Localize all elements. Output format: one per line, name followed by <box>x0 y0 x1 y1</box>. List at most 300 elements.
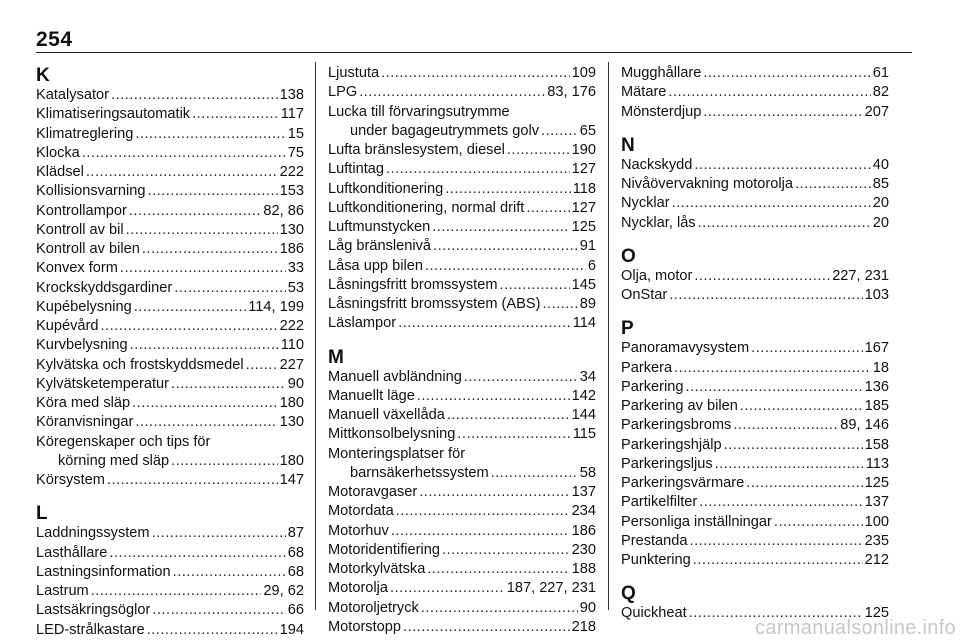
dot-leader <box>733 416 838 435</box>
index-entry[interactable] <box>36 563 304 582</box>
entry-page-ref[interactable]: 130 <box>279 414 304 431</box>
index-entry[interactable] <box>36 582 304 601</box>
dot-leader <box>390 579 505 598</box>
dot-leader <box>142 240 278 259</box>
index-entry[interactable] <box>36 202 304 221</box>
entry-page-ref[interactable]: 180 <box>279 395 304 411</box>
entry-page-ref[interactable]: 29, 62 <box>263 583 304 599</box>
entry-term: Luftintag <box>328 161 384 178</box>
entry-term: Kylvätsketemperatur <box>36 375 170 392</box>
dot-leader <box>724 436 863 455</box>
entry-page-ref[interactable]: 127 <box>571 199 596 216</box>
index-entry[interactable] <box>328 180 596 199</box>
entry-page-ref[interactable]: 167 <box>864 340 889 357</box>
index-column-1 <box>36 64 304 640</box>
dot-leader <box>491 464 578 483</box>
entry-page-ref[interactable]: 65 <box>579 122 596 139</box>
index-column-3 <box>621 64 889 624</box>
index-entry[interactable] <box>621 436 889 455</box>
entry-term: Klocka <box>36 144 80 161</box>
entry-term: Kontrollampor <box>36 202 127 219</box>
index-entry[interactable] <box>36 413 304 432</box>
entry-page-ref[interactable]: 230 <box>571 541 596 558</box>
index-entry-heading: Lucka till förvaringsutrymme <box>328 103 510 120</box>
dot-leader <box>173 563 286 582</box>
entry-term: Parkeringshjälp <box>621 436 722 453</box>
entry-term: Ljustuta <box>328 65 380 81</box>
entry-term: under bagageutrymmets golv <box>350 122 540 139</box>
index-entry[interactable] <box>621 493 889 512</box>
index-entry[interactable] <box>621 286 889 305</box>
index-entry[interactable] <box>328 141 596 160</box>
section-letter: Q <box>621 583 636 605</box>
index-entry[interactable] <box>328 425 596 444</box>
entry-page-ref[interactable]: 212 <box>864 552 889 568</box>
dot-leader <box>130 336 279 355</box>
entry-page-ref[interactable]: 153 <box>279 183 304 200</box>
index-entry[interactable] <box>621 339 889 358</box>
section-gap <box>621 305 889 317</box>
dot-leader <box>109 544 285 563</box>
index-entry[interactable] <box>328 560 596 579</box>
entry-term: Läslampor <box>328 315 397 332</box>
entry-page-ref[interactable]: 83, 176 <box>547 84 596 101</box>
section-letter: K <box>36 65 50 86</box>
dot-leader <box>174 279 285 298</box>
entry-term: LPG <box>328 84 358 101</box>
section-letter: M <box>328 346 344 368</box>
entry-term: Motoridentifiering <box>328 541 440 558</box>
entry-term: Köranvisningar <box>36 414 134 431</box>
dot-leader <box>685 378 862 397</box>
entry-page-ref[interactable]: 190 <box>571 142 596 158</box>
entry-page-ref[interactable]: 115 <box>572 426 596 443</box>
entry-page-ref[interactable]: 234 <box>571 503 596 520</box>
index-entry[interactable] <box>328 464 596 483</box>
dot-leader <box>507 141 570 160</box>
entry-page-ref[interactable]: 125 <box>571 219 596 235</box>
dot-leader <box>693 551 863 570</box>
entry-page-ref[interactable]: 90 <box>579 599 596 616</box>
entry-page-ref[interactable]: 186 <box>279 241 304 257</box>
entry-page-ref[interactable]: 89 <box>579 296 596 312</box>
index-entry[interactable] <box>36 279 304 298</box>
index-entry[interactable] <box>36 452 304 471</box>
index-entry[interactable] <box>328 276 596 295</box>
entry-page-ref[interactable]: 136 <box>864 378 889 395</box>
entry-page-ref[interactable]: 138 <box>279 87 304 103</box>
entry-page-ref[interactable]: 114 <box>572 315 596 332</box>
dot-leader <box>690 532 863 551</box>
entry-term: Personliga inställningar <box>621 513 772 530</box>
dot-leader <box>715 455 864 474</box>
entry-page-ref[interactable]: 147 <box>279 472 304 488</box>
entry-page-ref[interactable]: 194 <box>279 621 304 638</box>
entry-page-ref[interactable]: 145 <box>571 276 596 293</box>
entry-page-ref[interactable]: 180 <box>279 452 304 469</box>
entry-term: Mönsterdjup <box>621 103 702 120</box>
entry-page-ref[interactable]: 137 <box>571 484 596 500</box>
index-entry[interactable] <box>621 83 889 102</box>
index-entry[interactable] <box>36 356 304 375</box>
dot-leader <box>100 317 277 336</box>
dot-leader <box>171 375 286 394</box>
dot-leader <box>135 125 285 144</box>
index-entry[interactable] <box>328 599 596 618</box>
entry-term: Panoramavysystem <box>621 340 750 357</box>
index-entry[interactable] <box>328 257 596 276</box>
entry-page-ref[interactable]: 90 <box>287 375 304 392</box>
entry-page-ref[interactable]: 18 <box>872 359 889 376</box>
index-entry[interactable] <box>328 160 596 179</box>
index-entry[interactable] <box>328 295 596 314</box>
dot-leader <box>445 180 571 199</box>
entry-page-ref[interactable]: 53 <box>287 279 304 296</box>
index-entry[interactable] <box>36 163 304 182</box>
dot-leader <box>751 339 862 358</box>
dot-leader <box>500 276 570 295</box>
entry-page-ref[interactable]: 68 <box>287 544 304 561</box>
entry-page-ref[interactable]: 187, 227, 231 <box>506 580 596 597</box>
index-entry[interactable] <box>36 336 304 355</box>
entry-term: Krockskyddsgardiner <box>36 279 173 296</box>
entry-page-ref[interactable]: 185 <box>864 398 889 414</box>
entry-term: Kurvbelysning <box>36 337 128 354</box>
entry-term: Kontroll av bil <box>36 221 124 238</box>
dot-leader <box>432 218 569 237</box>
dot-leader <box>134 298 247 317</box>
entry-page-ref[interactable]: 118 <box>572 180 596 197</box>
dot-leader <box>526 199 569 218</box>
entry-page-ref[interactable]: 34 <box>579 368 596 385</box>
entry-term: Parkeringsbroms <box>621 417 732 434</box>
section-gap <box>36 490 304 502</box>
entry-term: Laddningssystem <box>36 525 150 542</box>
dot-leader <box>147 621 278 640</box>
index-entry[interactable] <box>36 524 304 543</box>
index-entry[interactable] <box>36 125 304 144</box>
entry-term: Låsa upp bilen <box>328 257 423 274</box>
entry-page-ref[interactable]: 20 <box>872 195 889 212</box>
entry-page-ref[interactable]: 227 <box>279 356 304 373</box>
entry-page-ref[interactable]: 91 <box>579 238 596 255</box>
dot-leader <box>447 406 570 425</box>
entry-term: Prestanda <box>621 532 688 549</box>
index-entry[interactable] <box>621 532 889 551</box>
index-entry[interactable] <box>328 502 596 521</box>
entry-term: Klädsel <box>36 164 84 180</box>
entry-term: Klimatiseringsautomatik <box>36 106 191 123</box>
index-entry[interactable] <box>36 601 304 620</box>
index-entry[interactable] <box>36 221 304 240</box>
entry-term: Partikelfilter <box>621 494 698 511</box>
dot-leader <box>403 618 570 637</box>
entry-term: Låsningsfritt bromssystem <box>328 276 498 293</box>
entry-term: OnStar <box>621 287 668 303</box>
index-entry[interactable] <box>328 387 596 406</box>
index-entry[interactable] <box>328 64 596 83</box>
dot-leader <box>672 194 871 213</box>
section-gap <box>621 122 889 134</box>
entry-term: Kylvätska och frostskyddsmedel <box>36 356 244 373</box>
index-entry[interactable] <box>36 105 304 124</box>
entry-page-ref[interactable]: 127 <box>571 161 596 178</box>
entry-page-ref[interactable]: 109 <box>571 65 596 81</box>
entry-page-ref[interactable]: 82, 86 <box>263 202 304 219</box>
entry-page-ref[interactable]: 137 <box>864 494 889 511</box>
entry-term: Parkeringsvärmare <box>621 475 745 491</box>
entry-page-ref[interactable]: 40 <box>872 156 889 173</box>
index-entry[interactable] <box>36 144 304 163</box>
dot-leader <box>795 175 871 194</box>
entry-page-ref[interactable]: 110 <box>280 337 304 354</box>
index-entry[interactable] <box>621 156 889 175</box>
index-entry[interactable] <box>621 359 889 378</box>
index-entry[interactable] <box>328 406 596 425</box>
section-letter: N <box>621 134 635 156</box>
dot-leader <box>152 524 286 543</box>
entry-page-ref[interactable]: 87 <box>287 525 304 542</box>
entry-term: körning med släp <box>58 452 170 469</box>
index-entry[interactable] <box>328 199 596 218</box>
column-divider-1 <box>315 62 316 610</box>
entry-page-ref[interactable]: 89, 146 <box>840 417 889 434</box>
index-entry[interactable] <box>621 513 889 532</box>
entry-page-ref[interactable]: 85 <box>872 176 889 192</box>
entry-page-ref[interactable]: 188 <box>571 561 596 577</box>
entry-term: Olja, motor <box>621 267 693 284</box>
entry-page-ref[interactable]: 103 <box>864 287 889 303</box>
entry-term: Köra med släp <box>36 395 131 411</box>
index-entry[interactable] <box>621 378 889 397</box>
dot-leader <box>82 144 286 163</box>
entry-page-ref[interactable]: 218 <box>571 618 596 635</box>
index-entry[interactable] <box>328 237 596 256</box>
entry-term: Motorkylvätska <box>328 561 426 577</box>
entry-term: Kupévård <box>36 318 99 334</box>
entry-page-ref[interactable]: 235 <box>864 532 889 549</box>
dot-leader <box>396 502 570 521</box>
dot-leader <box>694 156 870 175</box>
entry-term: Mugghållare <box>621 65 702 81</box>
entry-page-ref[interactable]: 144 <box>571 407 596 423</box>
index-entry[interactable] <box>621 175 889 194</box>
index-entry[interactable] <box>621 103 889 122</box>
entry-term: Parkering av bilen <box>621 398 738 414</box>
entry-term: Motoravgaser <box>328 484 418 500</box>
entry-page-ref[interactable]: 222 <box>279 318 304 334</box>
watermark: carmanualsonline.info <box>755 617 956 639</box>
dot-leader <box>421 599 578 618</box>
index-entry[interactable] <box>621 416 889 435</box>
dot-leader <box>433 237 578 256</box>
dot-leader <box>359 83 545 102</box>
index-entry[interactable] <box>36 394 304 413</box>
entry-page-ref[interactable]: 68 <box>287 563 304 580</box>
entry-term: Motorstopp <box>328 618 402 635</box>
entry-page-ref[interactable]: 82 <box>872 84 889 101</box>
entry-page-ref[interactable]: 207 <box>864 103 889 120</box>
entry-term: Parkeringsljus <box>621 455 713 472</box>
index-entry[interactable] <box>36 259 304 278</box>
entry-term: Parkera <box>621 359 673 376</box>
dot-leader <box>111 86 278 105</box>
index-entry-heading: Monteringsplatser för <box>328 445 466 462</box>
index-entry[interactable] <box>328 218 596 237</box>
entry-term: Låsningsfritt bromssystem (ABS) <box>328 296 541 312</box>
entry-page-ref[interactable]: 100 <box>864 513 889 530</box>
index-entry[interactable] <box>328 618 596 637</box>
dot-leader <box>86 163 278 182</box>
entry-term: Motoroljetryck <box>328 599 419 616</box>
entry-term: Motordata <box>328 503 394 520</box>
index-entry[interactable] <box>36 621 304 640</box>
index-entry[interactable] <box>621 214 889 233</box>
entry-term: Mätare <box>621 84 667 101</box>
dot-leader <box>129 202 262 221</box>
index-entry[interactable] <box>36 317 304 336</box>
dot-leader <box>417 387 570 406</box>
index-entry[interactable] <box>621 397 889 416</box>
index-entry[interactable] <box>36 298 304 317</box>
dot-leader <box>135 413 277 432</box>
entry-term: Motorolja <box>328 580 389 597</box>
dot-leader <box>192 105 279 124</box>
dot-leader <box>740 397 863 416</box>
index-entry[interactable] <box>328 314 596 333</box>
entry-term: Manuellt läge <box>328 387 415 404</box>
entry-page-ref[interactable]: 125 <box>864 605 889 622</box>
index-entry[interactable] <box>328 368 596 387</box>
entry-page-ref[interactable]: 58 <box>579 464 596 481</box>
dot-leader <box>442 541 570 560</box>
index-entry[interactable] <box>621 455 889 474</box>
dot-leader <box>464 368 578 387</box>
index-column-2 <box>328 64 596 637</box>
entry-page-ref[interactable]: 66 <box>287 602 304 619</box>
index-entry[interactable] <box>36 375 304 394</box>
index-entry[interactable] <box>621 551 889 570</box>
index-entry[interactable] <box>328 122 596 141</box>
index-entry[interactable] <box>328 83 596 102</box>
entry-page-ref[interactable]: 6 <box>587 257 596 274</box>
entry-term: Quickheat <box>621 605 687 622</box>
entry-term: Lastrum <box>36 583 89 599</box>
entry-term: Låg bränslenivå <box>328 238 432 255</box>
entry-page-ref[interactable]: 15 <box>287 125 304 142</box>
entry-page-ref[interactable]: 20 <box>872 214 889 231</box>
entry-page-ref[interactable]: 75 <box>287 144 304 161</box>
index-entry[interactable] <box>328 483 596 502</box>
entry-term: Lastsäkringsöglor <box>36 602 151 619</box>
entry-page-ref[interactable]: 114, 199 <box>248 298 304 315</box>
dot-leader <box>398 314 571 333</box>
entry-page-ref[interactable]: 33 <box>287 260 304 277</box>
entry-page-ref[interactable]: 142 <box>571 387 596 404</box>
dot-leader <box>774 513 863 532</box>
dot-leader <box>246 356 278 375</box>
index-entry[interactable] <box>36 544 304 563</box>
index-entry[interactable] <box>621 194 889 213</box>
entry-page-ref[interactable]: 113 <box>865 455 889 472</box>
dot-leader <box>425 257 586 276</box>
entry-term: Luftkonditionering, normal drift <box>328 199 525 216</box>
entry-term: Nivåövervakning motorolja <box>621 176 793 192</box>
dot-leader <box>381 64 570 83</box>
entry-page-ref[interactable]: 61 <box>872 65 889 81</box>
index-entry[interactable] <box>621 267 889 286</box>
index-entry[interactable] <box>328 541 596 560</box>
entry-term: Nycklar, lås <box>621 214 696 231</box>
entry-term: Parkering <box>621 378 684 395</box>
header-rule <box>36 52 912 53</box>
entry-term: Konvex form <box>36 260 118 277</box>
entry-page-ref[interactable]: 130 <box>279 221 304 238</box>
section-letter: P <box>621 318 634 340</box>
entry-term: Lastningsinformation <box>36 563 171 580</box>
dot-leader <box>669 286 862 305</box>
entry-term: Punktering <box>621 552 691 568</box>
dot-leader <box>171 452 278 471</box>
index-entry[interactable] <box>621 64 889 83</box>
page-number: 254 <box>36 28 73 51</box>
entry-page-ref[interactable]: 227, 231 <box>832 267 889 284</box>
entry-term: Luftkonditionering <box>328 180 444 197</box>
dot-leader <box>694 267 830 286</box>
entry-term: barnsäkerhetssystem <box>350 464 489 481</box>
section-letter: L <box>36 503 48 525</box>
entry-term: Nycklar <box>621 195 670 212</box>
entry-term: Manuell växellåda <box>328 407 445 423</box>
entry-page-ref[interactable]: 125 <box>864 475 889 491</box>
entry-term: Manuell avbländning <box>328 368 462 385</box>
dot-leader <box>132 394 278 413</box>
dot-leader <box>746 474 862 493</box>
dot-leader <box>148 182 278 201</box>
column-divider-2 <box>608 62 609 610</box>
dot-leader <box>126 221 278 240</box>
section-gap <box>328 334 596 346</box>
dot-leader <box>152 601 285 620</box>
dot-leader <box>668 83 870 102</box>
dot-leader <box>699 493 862 512</box>
entry-page-ref[interactable]: 222 <box>279 164 304 180</box>
section-letter: O <box>621 245 636 267</box>
entry-term: Kupébelysning <box>36 298 132 315</box>
dot-leader <box>91 582 262 601</box>
index-entry[interactable] <box>621 474 889 493</box>
entry-term: Körsystem <box>36 472 105 488</box>
dot-leader <box>391 522 570 541</box>
entry-term: Katalysator <box>36 87 110 103</box>
dot-leader <box>674 359 871 378</box>
dot-leader <box>107 471 278 490</box>
index-entry[interactable] <box>36 471 304 490</box>
entry-page-ref[interactable]: 186 <box>571 522 596 539</box>
entry-page-ref[interactable]: 158 <box>864 436 889 453</box>
dot-leader <box>419 483 569 502</box>
entry-term: Motorhuv <box>328 522 389 539</box>
index-entry[interactable] <box>328 579 596 598</box>
dot-leader <box>120 259 286 278</box>
index-entry[interactable] <box>36 240 304 259</box>
index-entry[interactable] <box>36 182 304 201</box>
dot-leader <box>698 214 871 233</box>
dot-leader <box>386 160 570 179</box>
index-entry[interactable] <box>328 522 596 541</box>
entry-page-ref[interactable]: 117 <box>280 106 304 123</box>
index-entry[interactable] <box>36 86 304 105</box>
